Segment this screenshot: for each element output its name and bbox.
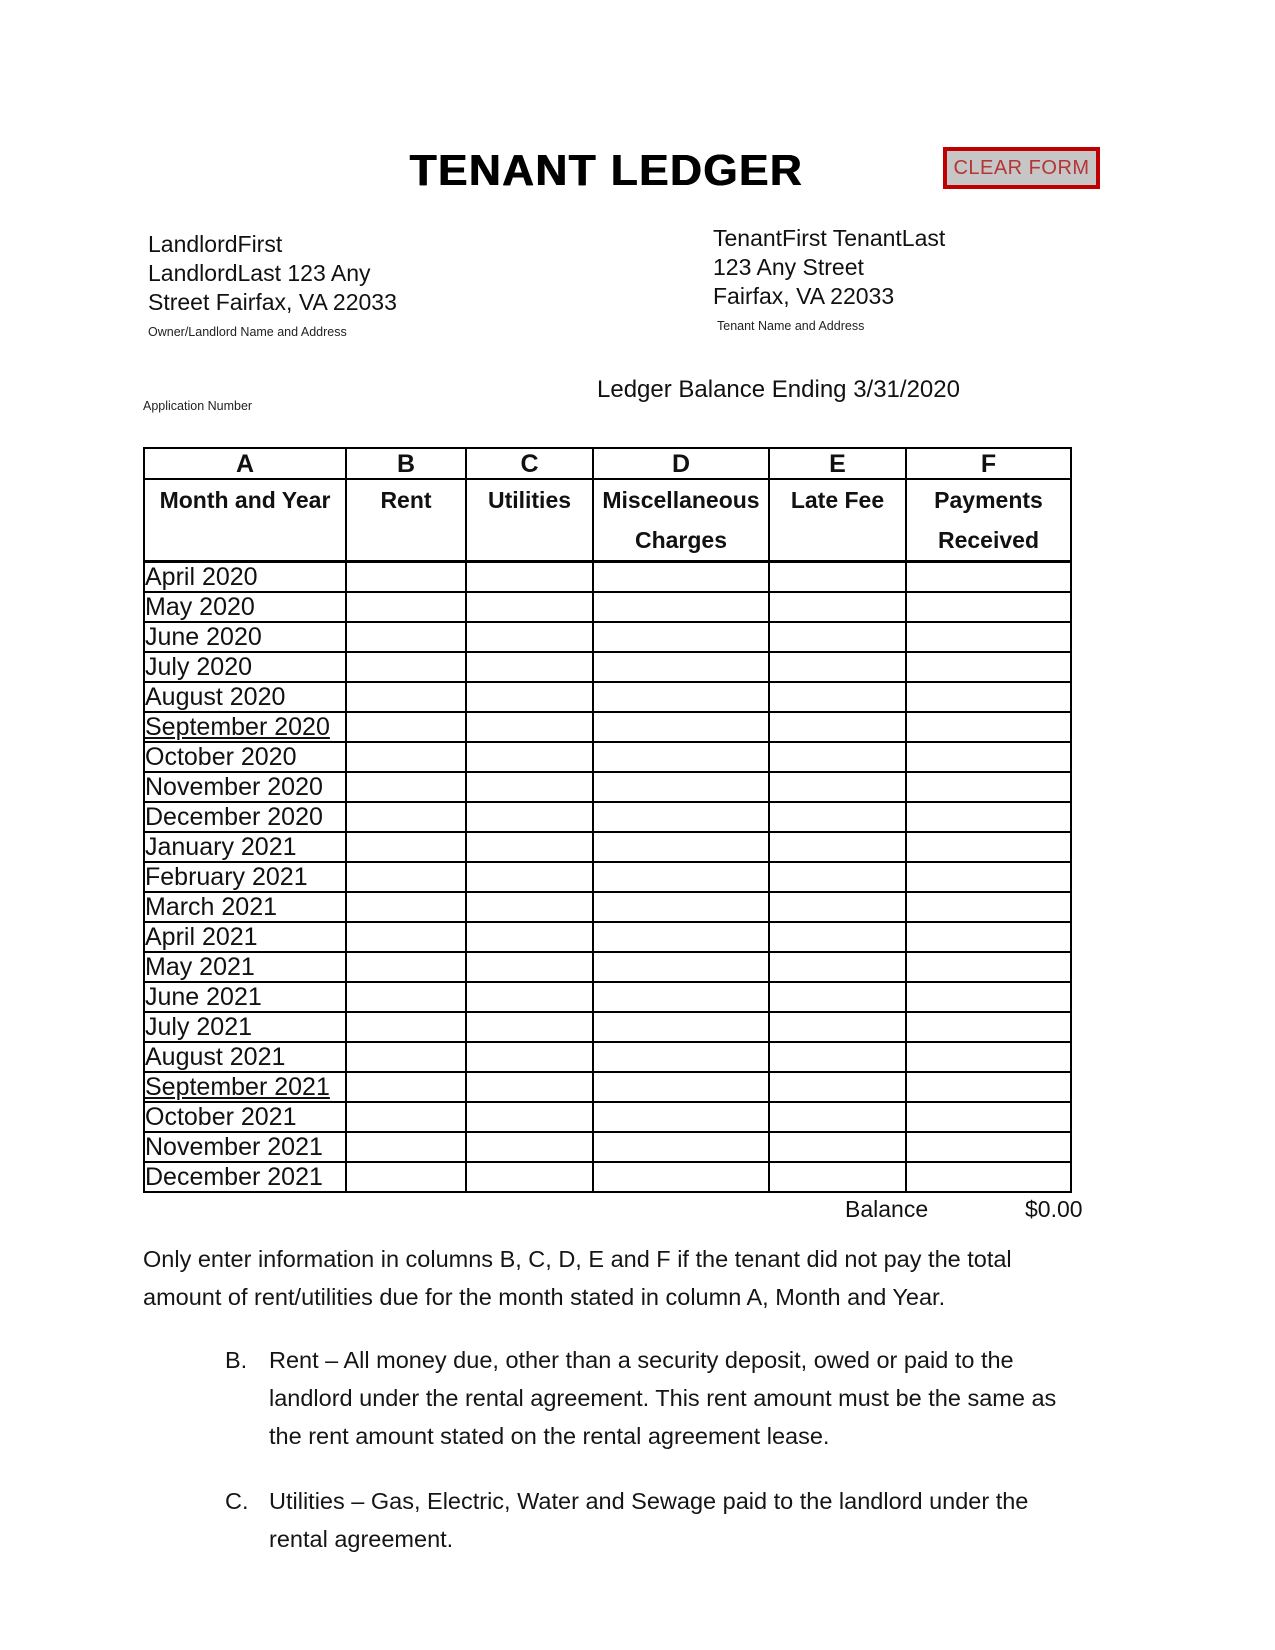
column-header-late-fee: Late Fee — [769, 479, 906, 562]
miscellaneous-charges-entry-cell[interactable] — [593, 712, 769, 742]
rent-entry-cell[interactable] — [346, 562, 466, 593]
ledger-row — [144, 862, 1071, 892]
payments-received-entry-cell[interactable] — [906, 712, 1071, 742]
late-fee-entry-cell[interactable] — [769, 1132, 906, 1162]
utilities-entry-cell[interactable] — [466, 922, 593, 952]
month-cell[interactable]: May 2021 — [144, 952, 346, 982]
payments-received-entry-cell[interactable] — [906, 652, 1071, 682]
late-fee-entry-cell[interactable] — [769, 1042, 906, 1072]
payments-received-entry-cell[interactable] — [906, 562, 1071, 593]
miscellaneous-charges-entry-cell[interactable] — [593, 1132, 769, 1162]
landlord-address-line: LandlordLast 123 Any — [148, 260, 371, 286]
landlord-address-line: LandlordFirst — [148, 231, 283, 257]
ledger-row — [144, 802, 1071, 832]
utilities-entry-cell[interactable] — [466, 982, 593, 1012]
column-header-miscellaneous-charges: Miscellaneous Charges — [593, 479, 769, 562]
column-header-rent: Rent — [346, 479, 466, 562]
column-letter-e: E — [769, 448, 906, 479]
column-letter-a: A — [144, 448, 346, 479]
utilities-entry-cell[interactable] — [466, 862, 593, 892]
late-fee-entry-cell[interactable] — [769, 802, 906, 832]
tenant-address-line: 123 Any Street — [713, 254, 864, 280]
month-cell[interactable]: July 2020 — [144, 652, 346, 682]
utilities-entry-cell[interactable] — [466, 772, 593, 802]
ledger-table-body — [144, 562, 1071, 1193]
miscellaneous-charges-entry-cell[interactable] — [593, 742, 769, 772]
payments-received-entry-cell[interactable] — [906, 1102, 1071, 1132]
rent-entry-cell[interactable] — [346, 922, 466, 952]
rent-entry-cell[interactable] — [346, 592, 466, 622]
ledger-row — [144, 1042, 1071, 1072]
miscellaneous-charges-entry-cell[interactable] — [593, 952, 769, 982]
late-fee-entry-cell[interactable] — [769, 832, 906, 862]
rent-entry-cell[interactable] — [346, 742, 466, 772]
late-fee-entry-cell[interactable] — [769, 592, 906, 622]
rent-entry-cell[interactable] — [346, 1012, 466, 1042]
application-number-label: Application Number — [143, 399, 253, 413]
miscellaneous-charges-entry-cell[interactable] — [593, 922, 769, 952]
miscellaneous-charges-entry-cell[interactable] — [593, 682, 769, 712]
ledger-row — [144, 892, 1071, 922]
rent-entry-cell[interactable] — [346, 952, 466, 982]
month-cell[interactable]: June 2020 — [144, 622, 346, 652]
note-item — [143, 1341, 1073, 1455]
ledger-row — [144, 1162, 1071, 1192]
miscellaneous-charges-entry-cell[interactable] — [593, 982, 769, 1012]
late-fee-entry-cell[interactable] — [769, 1102, 906, 1132]
utilities-entry-cell[interactable] — [466, 682, 593, 712]
miscellaneous-charges-entry-cell[interactable] — [593, 1072, 769, 1102]
tenant-field-caption: Tenant Name and Address — [717, 319, 865, 333]
month-cell[interactable]: November 2021 — [144, 1132, 346, 1162]
rent-entry-cell[interactable] — [346, 802, 466, 832]
page-title: TENANT LEDGER — [409, 146, 804, 195]
ledger-row — [144, 712, 1071, 742]
payments-received-entry-cell[interactable] — [906, 1132, 1071, 1162]
rent-entry-cell[interactable] — [346, 982, 466, 1012]
month-cell[interactable]: August 2020 — [144, 682, 346, 712]
clear-form-button[interactable]: CLEAR FORM — [943, 147, 1100, 189]
utilities-entry-cell[interactable] — [466, 742, 593, 772]
ledger-table — [143, 447, 1072, 1193]
payments-received-entry-cell[interactable] — [906, 592, 1071, 622]
payments-received-entry-cell[interactable] — [906, 622, 1071, 652]
note-item-letter: B. — [225, 1347, 248, 1373]
month-cell[interactable]: February 2021 — [144, 862, 346, 892]
ledger-row — [144, 652, 1071, 682]
ledger-row — [144, 1102, 1071, 1132]
month-cell[interactable]: July 2021 — [144, 1012, 346, 1042]
payments-received-entry-cell[interactable] — [906, 832, 1071, 862]
rent-entry-cell[interactable] — [346, 1042, 466, 1072]
ledger-row — [144, 682, 1071, 712]
ledger-row — [144, 1072, 1071, 1102]
column-header-month-and-year: Month and Year — [144, 479, 346, 562]
utilities-entry-cell[interactable] — [466, 1072, 593, 1102]
late-fee-entry-cell[interactable] — [769, 652, 906, 682]
late-fee-entry-cell[interactable] — [769, 1072, 906, 1102]
rent-entry-cell[interactable] — [346, 652, 466, 682]
tenant-address-line: TenantFirst TenantLast — [713, 225, 946, 251]
column-letter-b: B — [346, 448, 466, 479]
miscellaneous-charges-entry-cell[interactable] — [593, 592, 769, 622]
miscellaneous-charges-entry-cell[interactable] — [593, 1042, 769, 1072]
rent-entry-cell[interactable] — [346, 772, 466, 802]
late-fee-entry-cell[interactable] — [769, 922, 906, 952]
miscellaneous-charges-entry-cell[interactable] — [593, 802, 769, 832]
month-cell[interactable]: January 2021 — [144, 832, 346, 862]
note-item-text: Utilities – Gas, Electric, Water and Sewage paid to the landlord under the rental agreement. — [269, 1488, 1029, 1552]
utilities-entry-cell[interactable] — [466, 1042, 593, 1072]
late-fee-entry-cell[interactable] — [769, 562, 906, 593]
ledger-row — [144, 922, 1071, 952]
payments-received-entry-cell[interactable] — [906, 1162, 1071, 1192]
late-fee-entry-cell[interactable] — [769, 952, 906, 982]
utilities-entry-cell[interactable] — [466, 652, 593, 682]
balance-value: $0.00 — [1025, 1196, 1083, 1222]
note-item-text: Rent – All money due, other than a security deposit, owed or paid to the landlord under the rental agreement. This rent amount must be the same as the rent amount stated on the rental agreement lease. — [269, 1347, 1057, 1449]
rent-entry-cell[interactable] — [346, 682, 466, 712]
miscellaneous-charges-entry-cell[interactable] — [593, 772, 769, 802]
month-cell[interactable]: April 2021 — [144, 922, 346, 952]
payments-received-entry-cell[interactable] — [906, 772, 1071, 802]
month-cell[interactable]: September 2020 — [144, 712, 346, 742]
miscellaneous-charges-entry-cell[interactable] — [593, 1102, 769, 1132]
utilities-entry-cell[interactable] — [466, 892, 593, 922]
utilities-entry-cell[interactable] — [466, 832, 593, 862]
late-fee-entry-cell[interactable] — [769, 1162, 906, 1192]
ledger-balance-heading: Ledger Balance Ending 3/31/2020 — [597, 376, 960, 403]
late-fee-entry-cell[interactable] — [769, 622, 906, 652]
payments-received-entry-cell[interactable] — [906, 742, 1071, 772]
utilities-entry-cell[interactable] — [466, 712, 593, 742]
utilities-entry-cell[interactable] — [466, 1132, 593, 1162]
month-cell[interactable]: October 2020 — [144, 742, 346, 772]
payments-received-entry-cell[interactable] — [906, 892, 1071, 922]
note-item-letter: C. — [225, 1488, 249, 1514]
rent-entry-cell[interactable] — [346, 712, 466, 742]
column-letter-f: F — [906, 448, 1071, 479]
column-letter-c: C — [466, 448, 593, 479]
ledger-row — [144, 592, 1071, 622]
miscellaneous-charges-entry-cell[interactable] — [593, 862, 769, 892]
ledger-row — [144, 952, 1071, 982]
late-fee-entry-cell[interactable] — [769, 892, 906, 922]
payments-received-entry-cell[interactable] — [906, 1072, 1071, 1102]
late-fee-entry-cell[interactable] — [769, 682, 906, 712]
notes-intro: Only enter information in columns B, C, D, E and F if the tenant did not pay the total amount of rent/utilities due for the month stated in column A, Month and Year. — [143, 1246, 1012, 1310]
footnotes — [143, 1240, 1073, 1585]
ledger-table-header — [144, 448, 1071, 562]
month-cell[interactable]: December 2021 — [144, 1162, 346, 1192]
tenant-address-line: Fairfax, VA 22033 — [713, 283, 895, 309]
ledger-row — [144, 562, 1071, 593]
ledger-row — [144, 832, 1071, 862]
month-cell[interactable]: October 2021 — [144, 1102, 346, 1132]
rent-entry-cell[interactable] — [346, 1132, 466, 1162]
payments-received-entry-cell[interactable] — [906, 682, 1071, 712]
utilities-entry-cell[interactable] — [466, 592, 593, 622]
balance-label: Balance — [845, 1196, 929, 1222]
month-cell[interactable]: December 2020 — [144, 802, 346, 832]
landlord-field-caption: Owner/Landlord Name and Address — [148, 325, 347, 339]
payments-received-entry-cell[interactable] — [906, 862, 1071, 892]
rent-entry-cell[interactable] — [346, 622, 466, 652]
ledger-row — [144, 1012, 1071, 1042]
month-cell[interactable]: April 2020 — [144, 562, 346, 593]
payments-received-entry-cell[interactable] — [906, 802, 1071, 832]
late-fee-entry-cell[interactable] — [769, 982, 906, 1012]
month-cell[interactable]: June 2021 — [144, 982, 346, 1012]
miscellaneous-charges-entry-cell[interactable] — [593, 832, 769, 862]
notes-list — [143, 1341, 1073, 1558]
late-fee-entry-cell[interactable] — [769, 772, 906, 802]
utilities-entry-cell[interactable] — [466, 1012, 593, 1042]
payments-received-entry-cell[interactable] — [906, 1042, 1071, 1072]
column-header-utilities: Utilities — [466, 479, 593, 562]
payments-received-entry-cell[interactable] — [906, 1012, 1071, 1042]
miscellaneous-charges-entry-cell[interactable] — [593, 1012, 769, 1042]
column-headers-row — [144, 479, 1071, 562]
utilities-entry-cell[interactable] — [466, 802, 593, 832]
column-header-payments-received: Payments Received — [906, 479, 1071, 562]
miscellaneous-charges-entry-cell[interactable] — [593, 562, 769, 593]
payments-received-entry-cell[interactable] — [906, 952, 1071, 982]
late-fee-entry-cell[interactable] — [769, 742, 906, 772]
ledger-row — [144, 982, 1071, 1012]
month-cell[interactable]: May 2020 — [144, 592, 346, 622]
miscellaneous-charges-entry-cell[interactable] — [593, 1162, 769, 1192]
payments-received-entry-cell[interactable] — [906, 922, 1071, 952]
ledger-row — [144, 622, 1071, 652]
utilities-entry-cell[interactable] — [466, 1162, 593, 1192]
rent-entry-cell[interactable] — [346, 892, 466, 922]
rent-entry-cell[interactable] — [346, 1072, 466, 1102]
utilities-entry-cell[interactable] — [466, 622, 593, 652]
ledger-row — [144, 1132, 1071, 1162]
rent-entry-cell[interactable] — [346, 1162, 466, 1192]
late-fee-entry-cell[interactable] — [769, 712, 906, 742]
column-letter-d: D — [593, 448, 769, 479]
rent-entry-cell[interactable] — [346, 1102, 466, 1132]
landlord-name-address-field[interactable] — [148, 230, 397, 340]
ledger-row — [144, 742, 1071, 772]
rent-entry-cell[interactable] — [346, 862, 466, 892]
landlord-address-line: Street Fairfax, VA 22033 — [148, 289, 397, 315]
month-cell[interactable]: August 2021 — [144, 1042, 346, 1072]
ledger-row — [144, 772, 1071, 802]
utilities-entry-cell[interactable] — [466, 1102, 593, 1132]
miscellaneous-charges-entry-cell[interactable] — [593, 622, 769, 652]
payments-received-entry-cell[interactable] — [906, 982, 1071, 1012]
rent-entry-cell[interactable] — [346, 832, 466, 862]
column-letters-row — [144, 448, 1071, 479]
month-cell[interactable]: September 2021 — [144, 1072, 346, 1102]
late-fee-entry-cell[interactable] — [769, 1012, 906, 1042]
miscellaneous-charges-entry-cell[interactable] — [593, 892, 769, 922]
note-item — [143, 1482, 1073, 1558]
tenant-name-address-field[interactable] — [713, 224, 945, 334]
late-fee-entry-cell[interactable] — [769, 862, 906, 892]
utilities-entry-cell[interactable] — [466, 952, 593, 982]
month-cell[interactable]: March 2021 — [144, 892, 346, 922]
utilities-entry-cell[interactable] — [466, 562, 593, 593]
miscellaneous-charges-entry-cell[interactable] — [593, 652, 769, 682]
month-cell[interactable]: November 2020 — [144, 772, 346, 802]
